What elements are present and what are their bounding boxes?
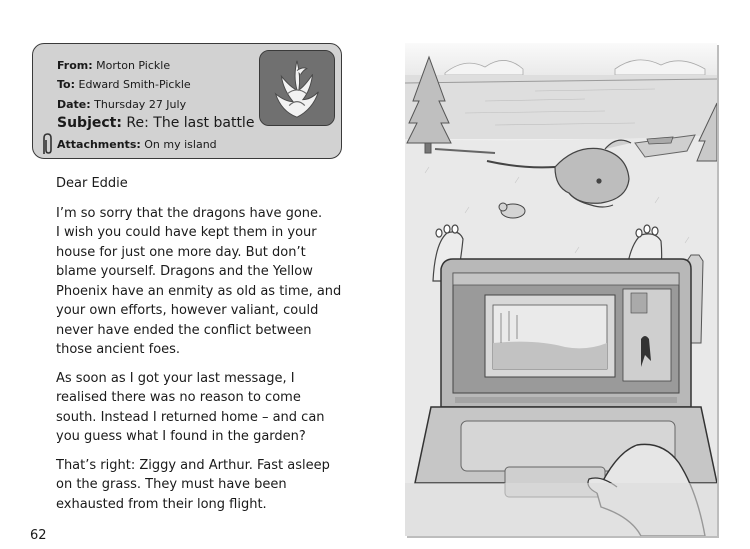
email-to: To: Edward Smith-Pickle <box>57 78 191 91</box>
lake <box>405 75 717 139</box>
paragraph-2: As soon as I got your last message, I realised there was no reason to come south. Instead I returned home – and can you guess what I found in the garden? <box>56 370 325 444</box>
letter-body <box>56 174 346 523</box>
email-from: From: Morton Pickle <box>57 59 171 72</box>
table-edge <box>405 483 717 536</box>
greeting: Dear Eddie <box>56 176 128 191</box>
paragraph-1: I’m so sorry that the dragons have gone. I wish you could have kept them in your house for just one more day. But don’t blame yourself. Dragons and the Yellow Phoenix have an enmity as old as time, and your own efforts, however valiant, could never have ended the conflict between those ancient foes. <box>56 205 342 357</box>
phoenix-logo <box>259 50 335 126</box>
profile-thumbnail <box>631 293 647 313</box>
screen-menubar <box>453 273 679 285</box>
phoenix-icon <box>260 51 334 125</box>
illustration <box>405 43 717 536</box>
screen-dock <box>455 397 677 403</box>
email-subject: Subject: Re: The last battle <box>57 115 255 131</box>
email-attachments: Attachments: On my island <box>57 138 217 151</box>
email-header <box>32 43 342 159</box>
email-date: Date: Thursday 27 July <box>57 98 187 111</box>
paperclip-icon <box>39 132 55 156</box>
paragraph-3: That’s right: Ziggy and Arthur. Fast asleep on the grass. They must have been exhausted from their long flight. <box>56 457 330 512</box>
page-number: 62 <box>30 528 47 543</box>
